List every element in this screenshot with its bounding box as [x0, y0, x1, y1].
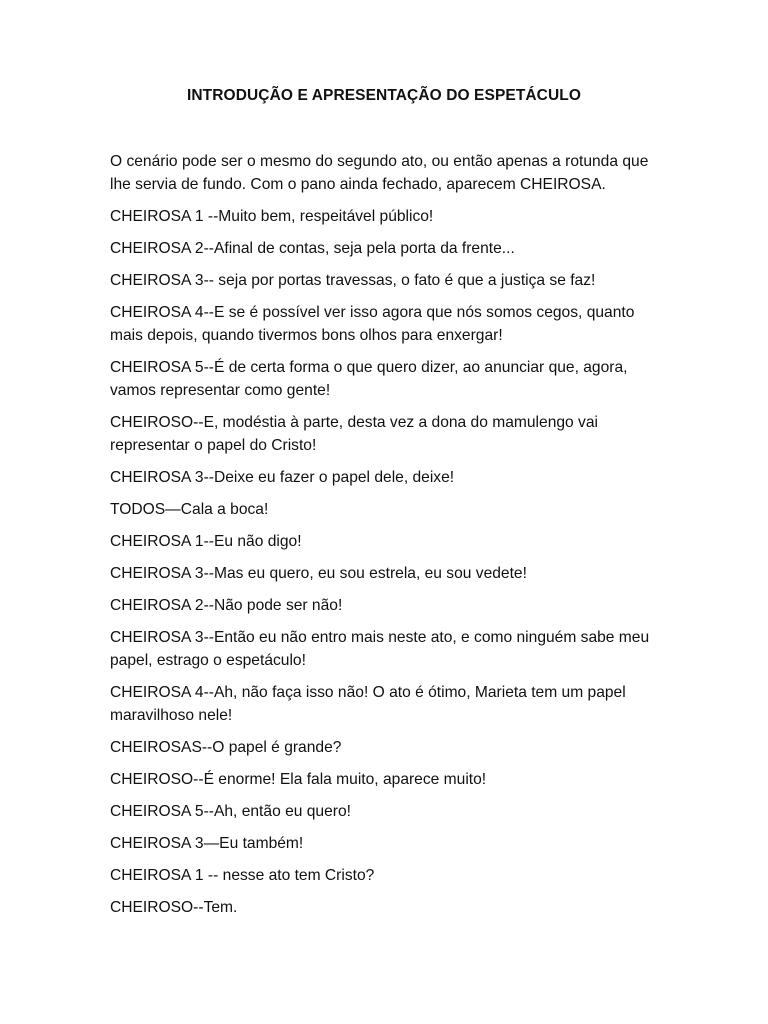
- dialogue-line: CHEIROSA 3—Eu também!: [110, 835, 304, 852]
- document-body: [110, 150, 670, 928]
- intro-paragraph: O cenário pode ser o mesmo do segundo ato, ou então apenas a rotunda que lhe servia de fundo. Com o pano ainda fechado, aparecem CHEIROSA.: [110, 153, 649, 193]
- dialogue-line: CHEIROSA 3-- seja por portas travessas, o fato é que a justiça se faz!: [110, 272, 596, 289]
- dialogue-line: TODOS—Cala a boca!: [110, 501, 269, 518]
- dialogue-line: CHEIROSA 2--Não pode ser não!: [110, 597, 343, 614]
- dialogue-line: CHEIROSA 3--Deixe eu fazer o papel dele, deixe!: [110, 469, 455, 486]
- dialogue-line: CHEIROSA 5--Ah, então eu quero!: [110, 803, 351, 820]
- dialogue-line: CHEIROSA 1 --Muito bem, respeitável público!: [110, 208, 434, 225]
- document-title: INTRODUÇÃO E APRESENTAÇÃO DO ESPETÁCULO: [186, 87, 581, 104]
- dialogue-line: CHEIROSA 3--Mas eu quero, eu sou estrela, eu sou vedete!: [110, 565, 527, 582]
- dialogue-line: CHEIROSO--É enorme! Ela fala muito, aparece muito!: [110, 771, 487, 788]
- dialogue-line: CHEIROSA 4--E se é possível ver isso agora que nós somos cegos, quanto mais depois, quando tivermos bons olhos para enxergar!: [110, 304, 635, 344]
- dialogue-line: CHEIROSO--E, modéstia à parte, desta vez a dona do mamulengo vai representar o papel do Cristo!: [110, 414, 598, 454]
- dialogue-line: CHEIROSA 2--Afinal de contas, seja pela porta da frente...: [110, 240, 515, 257]
- dialogue-line: CHEIROSA 1--Eu não digo!: [110, 533, 302, 550]
- dialogue-line: CHEIROSA 5--É de certa forma o que quero dizer, ao anunciar que, agora, vamos representar como gente!: [110, 359, 628, 399]
- dialogue-line: CHEIROSA 4--Ah, não faça isso não! O ato é ótimo, Marieta tem um papel maravilhoso nele!: [110, 684, 626, 724]
- dialogue-line: CHEIROSA 3--Então eu não entro mais neste ato, e como ninguém sabe meu papel, estrago o espetáculo!: [110, 629, 650, 669]
- dialogue-line: CHEIROSO--Tem.: [110, 899, 238, 916]
- dialogue-line: CHEIROSAS--O papel é grande?: [110, 739, 342, 756]
- dialogue-line: CHEIROSA 1 -- nesse ato tem Cristo?: [110, 867, 375, 884]
